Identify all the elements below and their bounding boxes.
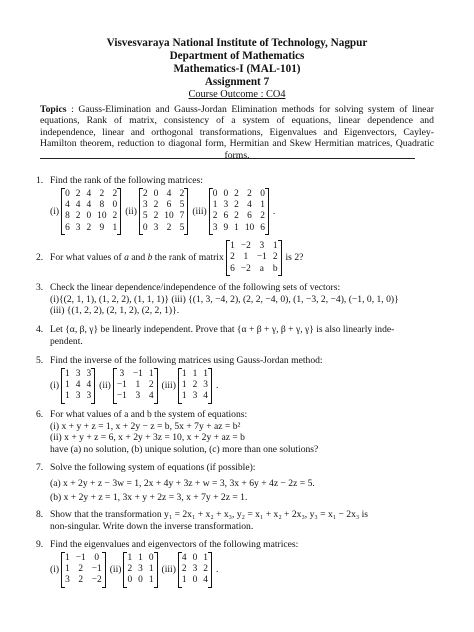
matrix-cell: 1 — [212, 199, 218, 210]
matrix-cell: 8 — [99, 199, 105, 210]
question-number: 3. — [36, 282, 44, 293]
end-punctuation: . — [272, 205, 276, 217]
matrix-cell: 1 — [65, 368, 70, 379]
question-text: Show that the transformation y₁ = 2x₁ + x₂ + x₃, y₂ = x₁ + x₂ + 2x₃, y₃ = x₁ − 2x₃ is — [50, 509, 369, 520]
option-label: (i) — [50, 205, 60, 217]
option-label: (ii) — [109, 563, 122, 575]
matrix-cell: 2 — [212, 211, 218, 222]
matrix-cell: 3 — [135, 391, 141, 402]
matrix-cell: −1 — [132, 368, 143, 379]
question-number: 9. — [36, 539, 44, 550]
matrix-cell: −1 — [75, 552, 86, 563]
matrix-cell: 1 — [230, 241, 235, 251]
matrix-cell: 4 — [75, 199, 81, 210]
matrix-cell: 2 — [75, 211, 81, 222]
option-label: (ii) — [125, 205, 137, 217]
matrix-cell: 2 — [99, 188, 105, 199]
document-header — [0, 37, 474, 161]
matrix-cell: 2 — [234, 199, 239, 210]
matrix-cell: 4 — [181, 552, 187, 563]
matrix-cell: −2 — [240, 241, 251, 251]
matrix-cell: 0 — [138, 575, 143, 586]
question-9 — [36, 539, 434, 588]
question-text-mid: the rank of matrix — [154, 252, 224, 264]
matrix-cell: 4 — [203, 575, 208, 586]
option-label: (iii) — [161, 563, 176, 575]
matrix-cell: 1 — [65, 552, 70, 563]
matrix-cell: 2 — [86, 222, 92, 233]
matrix-cell: 3 — [119, 368, 125, 379]
question-2 — [36, 240, 434, 276]
matrix-cell: 3 — [86, 368, 92, 379]
question-number: 8. — [36, 509, 44, 520]
matrix-cell: 2 — [234, 211, 239, 222]
matrix-cell: 1 — [272, 241, 278, 251]
matrix-cell: 4 — [65, 199, 70, 210]
matrix-cell: −1 — [91, 563, 102, 574]
matrix-cell: 2 — [112, 188, 118, 199]
matrix-cell: 0 — [127, 575, 133, 586]
matrix — [123, 552, 157, 588]
matrix-cell: −2 — [240, 263, 251, 274]
matrix-row — [36, 368, 434, 404]
question-text: Solve the following system of equations (if possible): — [50, 462, 256, 473]
header-divider — [40, 158, 415, 159]
vector-set-line: (iii) {(1, 2, 2), (2, 1, 2), (2, 2, 1)}. — [50, 305, 180, 316]
matrix-cell: 0 — [94, 552, 100, 563]
question-number: 5. — [36, 355, 44, 366]
matrix-cell: 2 — [148, 379, 154, 390]
matrix — [61, 368, 95, 404]
question-text: Find the rank of the following matrices: — [50, 175, 203, 186]
matrix-cell: 0 — [153, 188, 159, 199]
matrix-cell: 5 — [179, 199, 185, 210]
matrix-cell: 3 — [203, 379, 208, 390]
matrix-cell: 2 — [247, 188, 252, 199]
matrix-cell: 2 — [192, 379, 198, 390]
matrix-cell: 2 — [75, 188, 81, 199]
matrix-cell: −1 — [256, 252, 267, 263]
matrix-cell: 2 — [203, 563, 208, 574]
matrix-cell: 0 — [192, 552, 198, 563]
matrix — [113, 368, 158, 404]
matrix-cell: 3 — [138, 563, 143, 574]
vector-set-line: (i){(2, 1, 1), (1, 2, 2), (1, 1, 1)} (iii) {(1, 3, −4, 2), (2, 2, −4, 0), (1, −3, 2, −4), (−1, 0, 1, 0)} — [50, 293, 399, 305]
matrix — [61, 188, 121, 236]
option-label: (iii) — [192, 205, 207, 217]
matrix-cell: 3 — [65, 575, 70, 586]
matrix-cell: 1 — [203, 552, 208, 563]
system-a: (a) x + 2y + z − 3w = 1, 2x + 4y + 3z + w = 3, 3x + 6y + 4z − 2z = 5. — [50, 477, 315, 489]
matrix-cell: 0 — [223, 188, 229, 199]
matrix-cell: 3 — [153, 222, 159, 233]
matrix-cell: 3 — [212, 222, 218, 233]
matrix-cell: 4 — [75, 379, 81, 390]
matrix — [61, 552, 106, 588]
question-number: 7. — [36, 462, 44, 473]
matrix-cell: 4 — [203, 391, 208, 402]
equation-line: (i) x + y + z = 1, x + 2y − z = b, 5x + 7y + az = b² — [50, 420, 241, 432]
matrix-cell: 1 — [148, 563, 154, 574]
matrix-cell: 2 — [142, 188, 148, 199]
topics-label: Topics — [40, 103, 67, 115]
matrix-cell: 3 — [86, 391, 92, 402]
matrix-row — [36, 188, 434, 236]
course-outcome: Course Outcome : CO4 — [188, 89, 286, 100]
system-b: (b) x + 2y + z = 1, 3x + y + 2z = 3, x + 7y + 2z = 1. — [50, 492, 248, 503]
matrix-cell: 1 — [260, 199, 265, 210]
matrix-cell: 2 — [78, 563, 84, 574]
question-1 — [36, 175, 434, 235]
matrix-cell: −1 — [116, 391, 127, 402]
matrix-cell: 3 — [223, 199, 229, 210]
option-label: (i) — [50, 563, 60, 575]
matrix-cell: 2 — [230, 252, 235, 263]
matrix-cell: 4 — [86, 199, 92, 210]
matrix-cell: 3 — [192, 563, 198, 574]
equation-line: (ii) x + y + z = 6, x + 2y + 3z = 10, x + 2y + az = b — [50, 432, 245, 443]
matrix-cell: 10 — [164, 211, 174, 222]
matrix-cell: 5 — [142, 211, 148, 222]
matrix-cell: 0 — [212, 188, 218, 199]
matrix-cell: 2 — [260, 211, 265, 222]
institute-name: Visvesvaraya National Institute of Technology, Nagpur — [106, 37, 368, 49]
matrix-cell: 6 — [247, 211, 252, 222]
variable-a: a — [124, 252, 129, 264]
question-8 — [36, 509, 434, 532]
equation-line: have (a) no solution, (b) unique solution, (c) more than one solutions? — [50, 443, 319, 455]
topics-paragraph — [40, 104, 434, 162]
matrix-cell: 7 — [179, 211, 185, 222]
matrix-cell: 2 — [153, 199, 159, 210]
question-text: Check the linear dependence/independence of the following sets of vectors: — [50, 282, 341, 293]
matrix-cell: 1 — [65, 391, 70, 402]
question-text-and: and — [131, 252, 146, 264]
matrix-cell: 1 — [65, 379, 70, 390]
matrix-cell: 3 — [75, 222, 81, 233]
end-punctuation: . — [215, 379, 219, 391]
variable-b: b — [147, 252, 153, 264]
question-number: 1. — [36, 175, 44, 186]
matrix-cell: 4 — [86, 379, 92, 390]
matrix-cell: 2 — [112, 211, 118, 222]
matrix — [178, 368, 212, 404]
question-7 — [36, 462, 434, 504]
option-label: (i) — [50, 379, 60, 391]
topics-text: : Gauss-Elimination and Gauss-Jordan Elimination methods for solving system of linear equations, Rank of matrix, consistency of a system of equations, linear dependence and independence, linear and orthogonal transformations, Eigenvalues and Eigenvectors, Cayley-Hamilton theorem, reduction to diagonal form, Hermitian and Skew Hermitian matrices, Quadratic forms. — [40, 103, 435, 161]
question-text: For what values of a and b the system of equations: — [50, 409, 248, 420]
matrix-cell: 6 — [230, 263, 235, 274]
matrix-cell: 4 — [148, 391, 154, 402]
matrix-cell: 1 — [148, 575, 154, 586]
matrix-cell: 1 — [243, 252, 249, 263]
question-text: Find the inverse of the following matrices using Gauss-Jordan method: — [50, 355, 323, 366]
matrix-cell: 3 — [75, 391, 81, 402]
matrix-cell: 1 — [234, 222, 239, 233]
matrix-cell: 4 — [86, 188, 92, 199]
option-label: (ii) — [99, 379, 111, 391]
matrix-cell: 10 — [97, 211, 107, 222]
matrix-cell: 1 — [181, 391, 187, 402]
matrix-cell: 5 — [179, 222, 185, 233]
matrix-cell: 3 — [75, 368, 81, 379]
matrix-cell: 2 — [234, 188, 239, 199]
question-number: 2. — [36, 252, 44, 264]
matrix-cell: 1 — [192, 368, 198, 379]
question-5 — [36, 355, 434, 404]
matrix-cell: 2 — [272, 252, 278, 263]
question-text-cont: pendent. — [50, 335, 83, 347]
matrix-cell: 10 — [244, 222, 255, 233]
matrix-cell: b — [272, 263, 278, 274]
matrix — [139, 188, 188, 236]
matrix-cell: 0 — [86, 211, 92, 222]
matrix-cell: 6 — [65, 222, 70, 233]
matrix-cell: 1 — [181, 379, 187, 390]
matrix-cell: 2 — [181, 563, 187, 574]
matrix-cell: 0 — [65, 188, 70, 199]
matrix-cell: 1 — [181, 575, 187, 586]
matrix-cell: 2 — [179, 188, 185, 199]
matrix-cell: 3 — [259, 241, 265, 251]
matrix-cell: 9 — [99, 222, 105, 233]
matrix-cell: 0 — [112, 199, 118, 210]
course-name: Mathematics-I (MAL-101) — [173, 63, 301, 75]
option-label: (iii) — [161, 379, 176, 391]
matrix — [178, 552, 212, 588]
matrix-cell: 0 — [142, 222, 148, 233]
matrix — [209, 188, 269, 236]
matrix-cell: 0 — [148, 552, 154, 563]
matrix-cell: −1 — [116, 379, 127, 390]
question-text-cont: non-singular. Write down the inverse transformation. — [50, 520, 254, 532]
matrix-cell: 1 — [112, 222, 118, 233]
matrix-cell: 1 — [127, 552, 133, 563]
matrix-cell: 3 — [192, 391, 198, 402]
question-text: Find the eigenvalues and eigenvectors of the following matrices: — [50, 539, 299, 550]
matrix-cell: 6 — [260, 222, 265, 233]
assignment-title: Assignment 7 — [204, 76, 270, 88]
question-text: Let {α, β, γ} be linearly independent. Prove that {α + β + γ, β + γ, γ} is also linearly inde- — [50, 324, 395, 335]
matrix-cell: 2 — [127, 563, 133, 574]
question-number: 6. — [36, 409, 44, 420]
question-text-pre: For what values of — [50, 252, 122, 264]
matrix-cell: 0 — [260, 188, 265, 199]
matrix-cell: 8 — [65, 211, 70, 222]
matrix-cell: 1 — [65, 563, 70, 574]
question-3 — [36, 282, 434, 317]
matrix-cell: 6 — [166, 199, 172, 210]
matrix-cell: 1 — [135, 379, 141, 390]
matrix-cell: 2 — [153, 211, 159, 222]
matrix-cell: 1 — [148, 368, 154, 379]
matrix-cell: a — [259, 263, 264, 274]
matrix-cell: 4 — [166, 188, 172, 199]
matrix-row — [36, 552, 434, 588]
question-text-post: is 2? — [285, 252, 304, 264]
matrix-cell: 1 — [138, 552, 143, 563]
matrix-cell: 2 — [78, 575, 84, 586]
matrix-cell: 1 — [181, 368, 187, 379]
question-4 — [36, 324, 434, 347]
matrix-cell: 3 — [142, 199, 148, 210]
matrix — [226, 240, 281, 276]
matrix-cell: 0 — [192, 575, 198, 586]
end-punctuation: . — [215, 563, 219, 575]
question-6 — [36, 409, 434, 455]
matrix-cell: 9 — [223, 222, 229, 233]
matrix-cell: −2 — [91, 575, 102, 586]
matrix-cell: 1 — [203, 368, 208, 379]
question-number: 4. — [36, 324, 44, 335]
matrix-cell: 4 — [247, 199, 252, 210]
matrix-cell: 6 — [223, 211, 229, 222]
matrix-cell: 2 — [166, 222, 172, 233]
department-name: Department of Mathematics — [169, 50, 305, 62]
